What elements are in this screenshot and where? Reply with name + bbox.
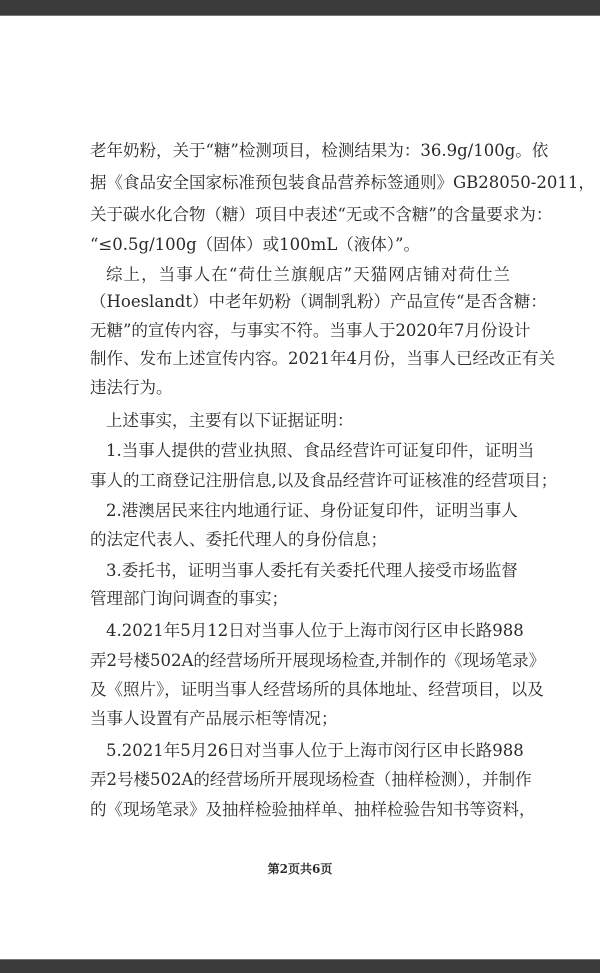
top-dark-border bbox=[0, 0, 600, 16]
text-line: 弄2号楼502A的经营场所开展现场检查,并制作的《现场笔录》 bbox=[90, 651, 546, 670]
text-line: 综上，当事人在“荷仕兰旗舰店”天猫网店铺对荷仕兰 bbox=[106, 265, 510, 284]
text-line: 管理部门询问调查的事实； bbox=[90, 589, 288, 608]
text-line: 1.当事人提供的营业执照、食品经营许可证复印件，证明当 bbox=[106, 441, 535, 460]
text-line: 2.港澳居民来往内地通行证、身份证复印件，证明当事人 bbox=[106, 501, 518, 520]
text-line: （Hoeslandt）中老年奶粉（调制乳粉）产品宣传“是否含糖： bbox=[90, 292, 547, 311]
text-line: 上述事实，主要有以下证据证明： bbox=[106, 411, 354, 430]
text-line: 5.2021年5月26日对当事人位于上海市闵行区申长路988 bbox=[106, 741, 524, 760]
text-line: 无糖”的宣传内容，与事实不符。当事人于2020年7月份设计 bbox=[90, 321, 531, 340]
text-line: 弄2号楼502A的经营场所开展现场检查（抽样检测），并制作 bbox=[90, 770, 532, 789]
text-line: 当事人设置有产品展示柜等情况； bbox=[90, 709, 338, 728]
text-line: 老年奶粉，关于“糖”检测项目，检测结果为：36.9g/100g。依 bbox=[90, 141, 549, 160]
bottom-dark-border bbox=[0, 959, 600, 973]
text-line: 违法行为。 bbox=[90, 378, 173, 397]
text-line: 4.2021年5月12日对当事人位于上海市闵行区申长路988 bbox=[106, 621, 524, 640]
text-line: 事人的工商登记注册信息,以及食品经营许可证核准的经营项目； bbox=[90, 471, 558, 490]
text-line: 据《食品安全国家标准预包装食品营养标签通则》GB28050-2011， bbox=[90, 173, 595, 192]
text-line: 及《照片》，证明当事人经营场所的具体地址、经营项目，以及 bbox=[90, 680, 544, 699]
text-line: 关于碳水化合物（糖）项目中表述“无或不含糖”的含量要求为： bbox=[90, 205, 553, 224]
text-line: 3.委托书，证明当事人委托有关委托代理人接受市场监督 bbox=[106, 561, 518, 580]
text-line: 制作、发布上述宣传内容。2021年4月份，当事人已经改正有关 bbox=[90, 349, 555, 368]
page-number: 第2页共6页 bbox=[267, 862, 333, 876]
text-line: “≤0.5g/100g（固体）或100mL（液体）”。 bbox=[90, 235, 420, 254]
text-line: 的《现场笔录》及抽样检验抽样单、抽样检验告知书等资料， bbox=[90, 800, 536, 819]
text-line: 的法定代表人、委托代理人的身份信息； bbox=[90, 530, 387, 549]
